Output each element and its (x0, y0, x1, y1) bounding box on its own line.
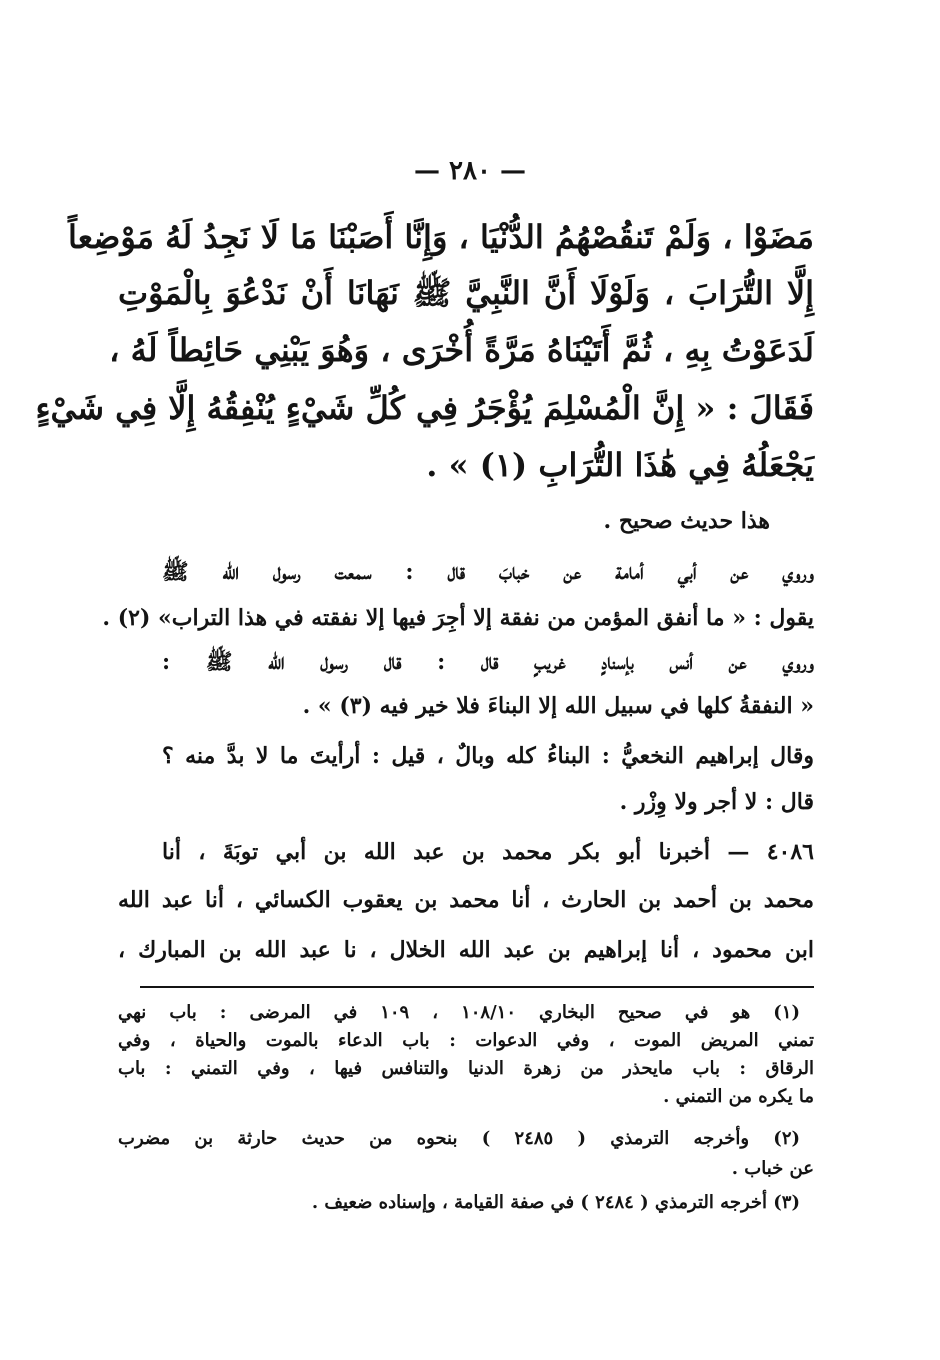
footnote-line-1: (١) هو في صحيح البخاري ١٠٨/١٠ ، ١٠٩ في المرضى : باب نهي (118, 1002, 800, 1023)
prose-line-7: قال : لا أجر ولا وِزْر . (619, 789, 814, 815)
footnote-line-4: ما يكره من التمني . (663, 1086, 814, 1107)
verse-line-3: لَدَعَوْتُ بِهِ ، ثُمَّ أَتَيْنَاهُ مَرَّةً أُخْرَى ، وَهُوَ يَبْنِي حَائِطاً لَهُ ، (109, 331, 814, 369)
page-number: — ٢٨٠ — (413, 156, 527, 186)
footnote-line-5: (٢) وأخرجه الترمذي ( ٢٤٨٥ ) بنحوه من حديث حارثة بن مضرب (118, 1128, 801, 1149)
footnote-line-6: عن خباب . (731, 1158, 814, 1179)
prose-line-5: « النفقةُ كلها في سبيل الله إلا البناءَ فلا خير فيه (٣) » . (302, 693, 814, 719)
footnote-line-2: تمني المريض الموت ، وفي الدعوات : باب الدعاء بالموت والحياة ، وفي (118, 1030, 814, 1051)
prose-line-2: وروي عن أبي أمامة عن خبابَ قال : سمعت رسول الله ﷺ (162, 559, 814, 585)
footnote-separator (140, 986, 814, 988)
prose-line-6: وقال إبراهيم النخعيُّ : البناءُ كله وبالٌ ، قيل : أرأيتَ ما لا بدَّ منه ؟ (162, 743, 814, 769)
footnote-line-7: (٣) أخرجه الترمذي ( ٢٤٨٤ ) في صفة القيامة ، وإسناده ضعيف . (311, 1192, 800, 1213)
prose-line-8: ٤٠٨٦ — أخبرنا أبو بكر محمد بن عبد الله بن أبي توبَةَ ، أنا (162, 839, 814, 865)
verse-line-5: يَجْعَلُهُ فِي هَٰذَا التُّرَابِ (١) » . (426, 446, 814, 484)
verse-line-4: فَقَالَ : « إِنَّ الْمُسْلِمَ يُؤْجَرُ فِي كُلِّ شَيْءٍ يُنْفِقُهُ إِلَّا فِي شَيْءٍ (35, 389, 814, 427)
verse-line-2: إِلَّا التُّرَابَ ، وَلَوْلَا أَنَّ النَّبِيَّ ﷺ نَهَانَا أَنْ نَدْعُوَ بِالْمَوْتِ (118, 274, 815, 312)
verse-line-1: مَضَوْا ، وَلَمْ تَنقُصْهُمُ الدُّنْيَا ، وَإِنَّا أَصَبْنَا مَا لَا نَجِدُ لَهُ مَوْضِعاً (67, 218, 814, 256)
prose-line-3: يقول : « ما أنفق المؤمن من نفقة إلا أجِرَ فيها إلا نفقته في هذا التراب» (٢) . (102, 605, 814, 631)
prose-line-10: ابن محمود ، أنا إبراهيم بن عبد الله الخلال ، نا عبد الله بن المبارك ، (118, 937, 814, 963)
prose-line-1: هذا حديث صحيح . (603, 508, 770, 534)
footnote-line-3: الرقاق : باب مايحذر من زهرة الدنيا والتنافس فيها ، وفي التمني : باب (118, 1058, 814, 1079)
prose-line-4: وروي عن أنس بإسنادٍ غريبٍ قال : قال رسول الله ﷺ : (162, 649, 814, 675)
prose-line-9: محمد بن أحمد بن الحارث ، أنا محمد بن يعقوب الكسائي ، أنا عبد الله (118, 887, 814, 913)
